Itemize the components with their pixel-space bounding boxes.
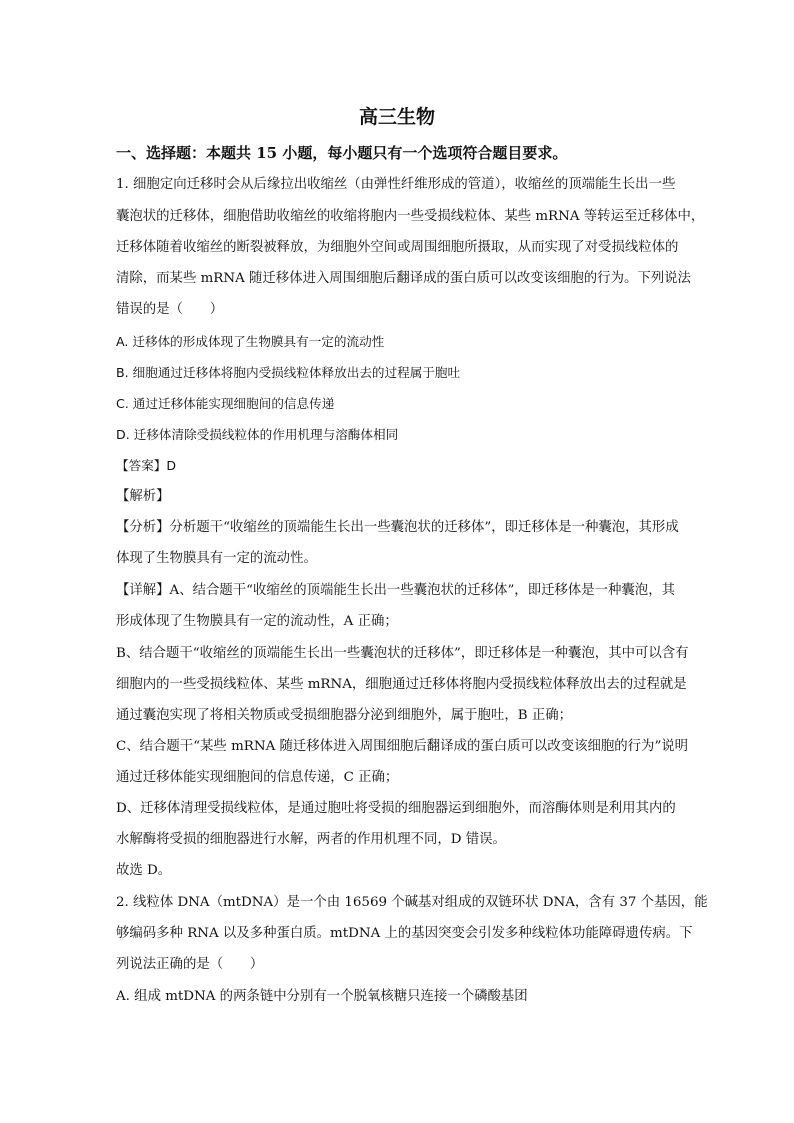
section-heading: 一、选择题：本题共 15 小题，每小题只有一个选项符合题目要求。: [116, 144, 568, 162]
q1-detail-line: 细胞内的一些受损线粒体、某些 mRNA，细胞通过迁移体将胞内受损线粒体释放出去的过程就是: [116, 677, 687, 692]
q1-stem-line: 迁移体随着收缩丝的断裂被释放，为细胞外空间或周围细胞所摄取，从而实现了对受损线粒体的: [116, 240, 679, 255]
q2-stem-line: 够编码多种 RNA 以及多种蛋白质。mtDNA 上的基因突变会引发多种线粒体功能障碍遗传病。下: [116, 926, 693, 941]
q1-answer: 【答案】D: [116, 458, 177, 473]
q1-analysis-label: 【解析】: [116, 489, 170, 504]
q1-conclusion: 故选 D。: [116, 863, 172, 878]
q1-option-c: C. 通过迁移体能实现细胞间的信息传递: [116, 396, 335, 411]
q1-detail-line: 通过囊泡实现了将相关物质或受损细胞器分泌到细胞外，属于胞吐，B 正确；: [116, 708, 572, 723]
q1-detail-line: 水解酶将受损的细胞器进行水解，两者的作用机理不同，D 错误。: [116, 832, 506, 847]
q1-stem-line: 1. 细胞定向迁移时会从后缘拉出收缩丝（由弹性纤维形成的管道），收缩丝的顶端能生长出一些: [116, 177, 676, 192]
q1-detail-line: 【详解】A、结合题干“收缩丝的顶端能生长出一些囊泡状的迁移体”，即迁移体是一种囊泡，其: [116, 583, 675, 598]
q1-fenxi-line: 【分析】分析题干“收缩丝的顶端能生长出一些囊泡状的迁移体”，即迁移体是一种囊泡，其形成: [116, 520, 679, 535]
q2-stem-line: 列说法正确的是（ ）: [116, 957, 264, 972]
q2-option-a: A. 组成 mtDNA 的两条链中分别有一个脱氧核糖只连接一个磷酸基团: [116, 989, 528, 1004]
q1-detail-line: 通过迁移体能实现细胞间的信息传递，C 正确；: [116, 770, 399, 785]
q1-detail-line: C、结合题干“某些 mRNA 随迁移体进入周围细胞后翻译成的蛋白质可以改变该细胞的行为”说明: [116, 739, 689, 754]
q1-option-a: A. 迁移体的形成体现了生物膜具有一定的流动性: [116, 334, 385, 349]
q1-stem-line: 清除，而某些 mRNA 随迁移体进入周围细胞后翻译成的蛋白质可以改变该细胞的行为。下列说法: [116, 271, 691, 286]
q1-option-d: D. 迁移体清除受损线粒体的作用机理与溶酶体相同: [116, 427, 399, 442]
q2-stem-line: 2. 线粒体 DNA（mtDNA）是一个由 16569 个碱基对组成的双链环状 DNA，含有 37 个基因，能: [116, 895, 708, 910]
q1-detail-line: 形成体现了生物膜具有一定的流动性，A 正确；: [116, 614, 398, 629]
q1-fenxi-line: 体现了生物膜具有一定的流动性。: [116, 551, 317, 566]
q1-stem-line: 错误的是（ ）: [116, 302, 224, 317]
q1-detail-line: B、结合题干“收缩丝的顶端能生长出一些囊泡状的迁移体”，即迁移体是一种囊泡，其中可以含有: [116, 646, 689, 661]
q1-detail-line: D、迁移体清理受损线粒体，是通过胞吐将受损的细胞器运到细胞外，而溶酶体则是利用其内的: [116, 801, 676, 816]
page-title: 高三生物: [358, 106, 435, 128]
q1-stem-line: 囊泡状的迁移体，细胞借助收缩丝的收缩将胞内一些受损线粒体、某些 mRNA 等转运至迁移体中，: [116, 209, 705, 224]
q1-option-b: B. 细胞通过迁移体将胞内受损线粒体释放出去的过程属于胞吐: [116, 365, 461, 380]
